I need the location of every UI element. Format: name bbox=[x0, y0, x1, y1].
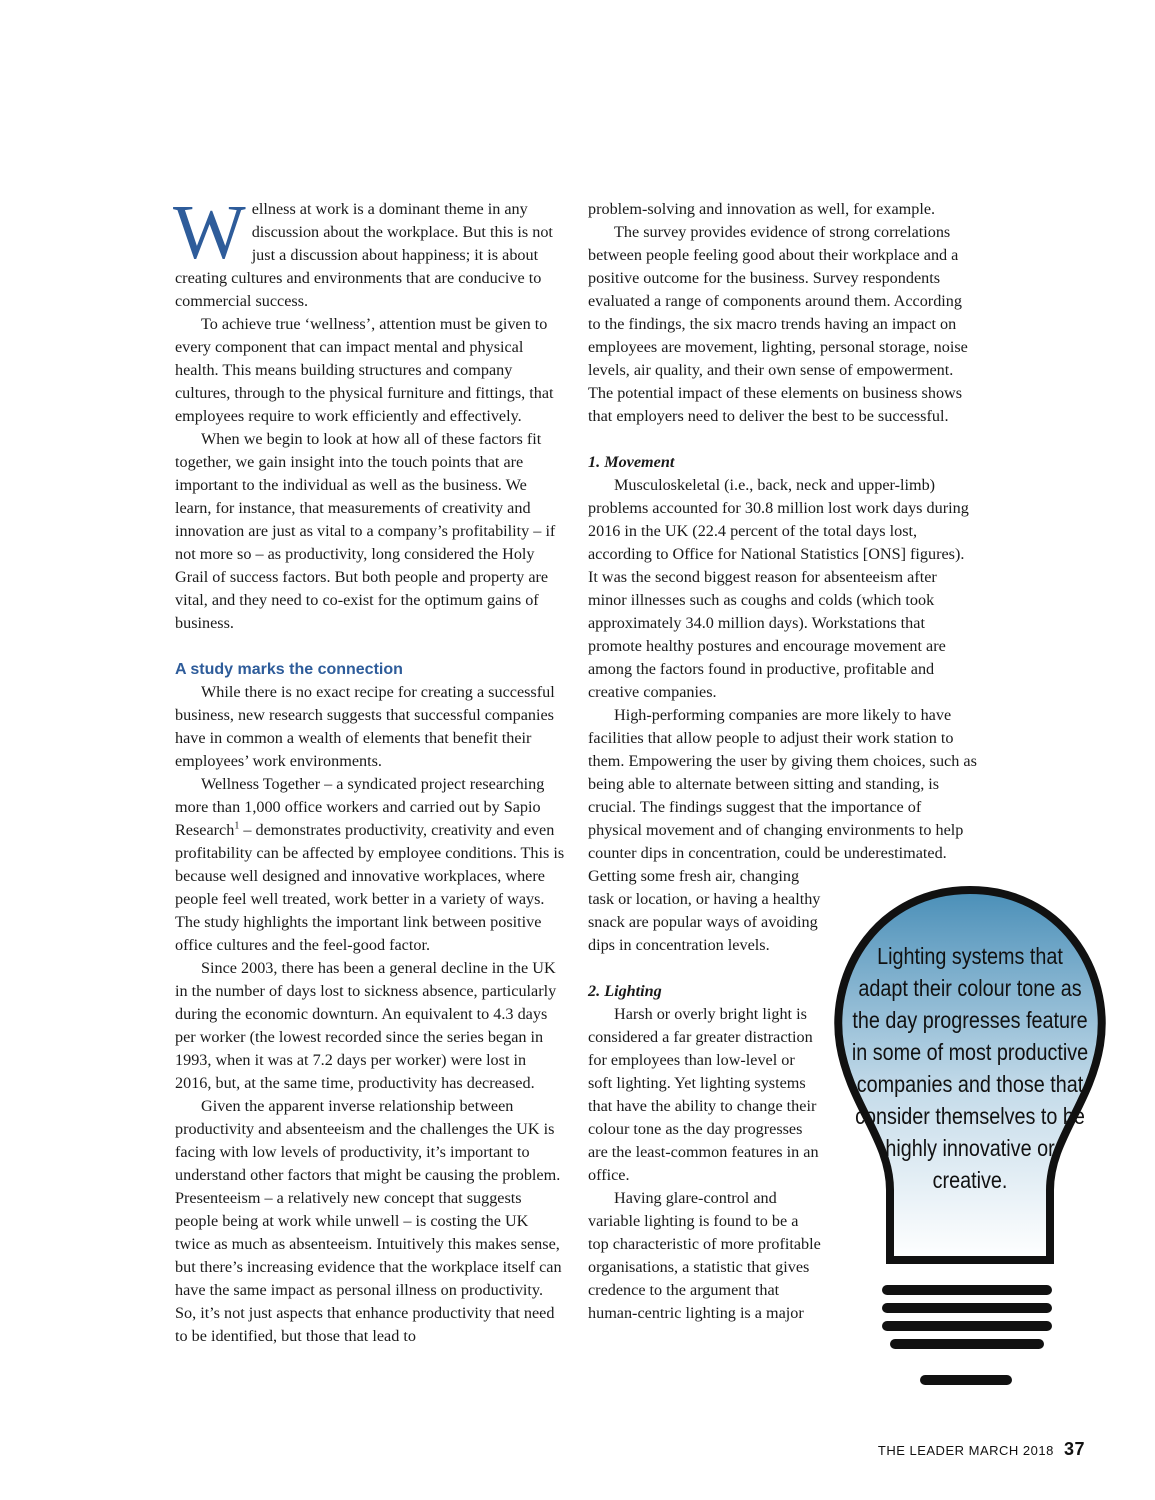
heading-movement: 1. Movement bbox=[588, 453, 675, 471]
drop-cap: W bbox=[173, 189, 246, 275]
paragraph-presenteeism: Given the apparent inverse relationship between productivity and absenteeism and the challenges the UK is facing with low levels of productivity, it’s important to understand other factors that might be causing the problem. Presenteeism – a relatively new concept that suggests people being at work while unwell – is costing the UK twice as much as absenteeism. Intuitively this makes sense, but there’s increasing evidence that the workplace itself can have the same impact as personal illness on productivity. So, it’s not just aspects that enhance productivity that need to be identified, but those that lead to bbox=[175, 1097, 562, 1345]
bulb-base bbox=[882, 1285, 1052, 1385]
paragraph-harsh-light: Harsh or overly bright light is considered a far greater distraction for employees than low-level or soft lighting. Yet lighting systems that have the ability to change their colour tone as the day progresses are the least-common features in an office. bbox=[588, 1005, 819, 1184]
paragraph-recipe: While there is no exact recipe for creating a successful business, new research suggests that successful companies have in common a wealth of elements that benefit their employees’ work environments. bbox=[175, 683, 555, 770]
paragraph-glare-control: Having glare-control and variable lighting is found to be a top characteristic of more profitable organisations, a statistic that gives credence to the argument that human-centric lighting is a major bbox=[588, 1189, 821, 1322]
footnote-marker: 1 bbox=[234, 820, 240, 832]
page-footer bbox=[878, 1439, 1085, 1460]
wellness-together-text: Wellness Together – a syndicated project researching more than 1,000 office workers and carried out by Sapio Research bbox=[175, 775, 545, 839]
paragraph-touch-points: When we begin to look at how all of these factors fit together, we gain insight into the touch points that are important to the individual as well as the business. We learn, for instance, that measurements of creativity and innovation are just as vital to a company’s profitability – if not more so – as productivity, long considered the Holy Grail of success factors. But both people and property are vital, and they need to co-exist for the optimum gains of business. bbox=[175, 430, 556, 632]
wellness-together-text-cont: – demonstrates productivity, creativity and even profitability can be affected by employee conditions. This is because well designed and innovative workplaces, where people feel well treated, work better in a variety of ways. The study highlights the important link between positive office cultures and the feel-good factor. bbox=[175, 821, 565, 954]
paragraph-high-performing: High-performing companies are more likely to have facilities that allow people to adjust their work station to them. Empowering the user by giving them choices, such as being able to alternate between sitting and standing, is crucial. The findings suggest that the importance of physical movement and of changing environments to help counter dips in concentration, could be underestimated. bbox=[588, 706, 977, 862]
subheading-study: A study marks the connection bbox=[175, 661, 403, 678]
page-number: 37 bbox=[1063, 1439, 1085, 1459]
paragraph-sickness-decline: Since 2003, there has been a general decline in the UK in the number of days lost to sickness absence, particularly during the economic downturn. An equivalent to 4.3 days per worker (the lowest recorded since the series began in 1993, when it was at 7.2 days per worker) were lost in 2016, but, at the same time, productivity has decreased. bbox=[175, 959, 557, 1092]
paragraph-wellness-together bbox=[175, 773, 565, 957]
heading-lighting: 2. Lighting bbox=[588, 982, 662, 1000]
paragraph-fresh-air: Getting some fresh air, changing task or location, or having a healthy snack are popular ways of avoiding dips in concentration levels. bbox=[588, 867, 821, 954]
paragraph-survey: The survey provides evidence of strong correlations between people feeling good about their workplace and a positive outcome for the business. Survey respondents evaluated a range of components around them. According to the findings, the six macro trends having an impact on employees are movement, lighting, personal storage, noise levels, air quality, and their own sense of empowerment. The potential impact of these elements on business shows that employers need to deliver the best to be successful. bbox=[588, 223, 968, 425]
paragraph-wellness: To achieve true ‘wellness’, attention must be given to every component that can impact mental and physical health. This means building structures and company cultures, through to the physical furniture and fittings, that employees require to work efficiently and effectively. bbox=[175, 315, 554, 425]
intro-text: ellness at work is a dominant theme in any discussion about the workplace. But this is not just a discussion about happiness; it is about creating cultures and environments that are conducive to commercial success. bbox=[175, 200, 553, 310]
left-column bbox=[173, 189, 565, 1348]
issue-date: MARCH 2018 bbox=[968, 1443, 1054, 1458]
paragraph-continuation: problem-solving and innovation as well, for example. bbox=[588, 200, 936, 218]
intro-paragraph bbox=[173, 189, 565, 313]
paragraph-musculoskeletal: Musculoskeletal (i.e., back, neck and upper-limb) problems accounted for 30.8 million lost work days during 2016 in the UK (22.4 percent of the total days lost, according to Office for National Statistics [ONS] figures). It was the second biggest reason for absenteeism after minor illnesses such as coughs and colds (which took approximately 34.0 million days). Workstations that promote healthy postures and encourage movement are among the factors found in productive, profitable and creative companies. bbox=[588, 476, 969, 701]
pull-quote: Lighting systems that adapt their colour tone as the day progresses feature in some of most productive companies and those that consider themselves to be highly innovative or creative. bbox=[851, 943, 1089, 1193]
publication-name: THE LEADER bbox=[877, 1443, 965, 1458]
